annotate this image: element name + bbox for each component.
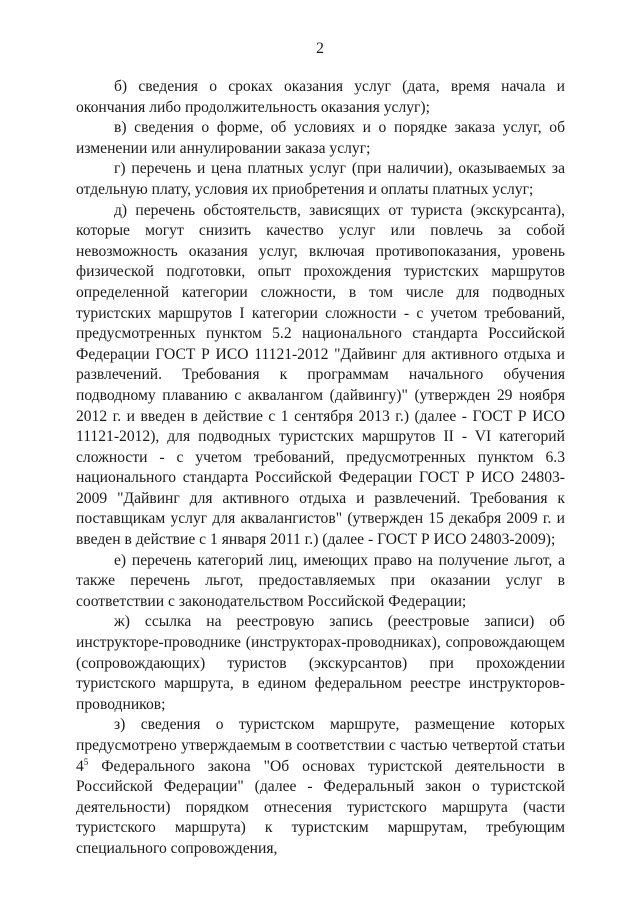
paragraph-z <box>76 715 565 859</box>
paragraph-e: е) перечень категорий лиц, имеющих право на получение льгот, а также перечень льгот, предоставляемых при оказании услуг в соответствии с законодательством Российской Федерации; <box>76 551 565 610</box>
paragraph-z-text-end: Федерального закона "Об основах туристской деятельности в Российской Федерации" (далее - Федеральный закон о туристской деятельности) порядком отнесения туристского маршрута (части туристского маршрута) к туристским маршрутам, требующим специального сопровождения, <box>76 757 565 857</box>
paragraph-g: г) перечень и цена платных услуг (при наличии), оказываемых за отдельную плату, условия их приобретения и оплаты платных услуг; <box>76 160 565 198</box>
paragraph-z-text-start: з) сведения о туристском маршруте, размещение которых предусмотрено утверждаемым в соответствии с частью четвертой статьи 4 <box>76 716 565 775</box>
article-superscript: 5 <box>83 756 89 767</box>
paragraph-b: б) сведения о сроках оказания услуг (дата, время начала и окончания либо продолжительность оказания услуг); <box>76 78 565 116</box>
paragraph-d: д) перечень обстоятельств, зависящих от туриста (экскурсанта), которые могут снизить качество услуг или повлечь за собой невозможность оказания услуг, включая противопоказания, уровень физической подготовки, опыт прохождения туристских маршрутов определенной категории сложности, в том числе для подводных туристских маршрутов I категории сложности - с учетом требований, предусмотренных пунктом 5.2 национального стандарта Российской Федерации ГОСТ Р ИСО 11121-2012 "Дайвинг для активного отдыха и развлечений. Требования к программам начального обучения подводному плаванию с аквалангом (дайвингу)" (утвержден 29 ноября 2012 г. и введен в действие с 1 сентября 2013 г.) (далее - ГОСТ Р ИСО 11121-2012), для подводных туристских маршрутов II - VI категорий сложности - с учетом требований, предусмотренных пунктом 6.3 национального стандарта Российской Федерации ГОСТ Р ИСО 24803-2009 "Дайвинг для активного отдыха и развлечений. Требования к поставщикам услуг для аквалангистов" (утвержден 15 декабря 2009 г. и введен в действие с 1 января 2011 г.) (далее - ГОСТ Р ИСО 24803-2009); <box>76 201 565 549</box>
document-body <box>76 77 565 860</box>
paragraph-zh: ж) ссылка на реестровую запись (реестровые записи) об инструкторе-проводнике (инструкторах-проводниках), сопровождающем (сопровождающих) туристов (экскурсантов) при прохождении туристского маршрута, в едином федеральном реестре инструкторов-проводников; <box>76 613 565 713</box>
paragraph-v: в) сведения о форме, об условиях и о порядке заказа услуг, об изменении или аннулировании заказа услуг; <box>76 119 565 157</box>
page-number: 2 <box>316 40 324 57</box>
